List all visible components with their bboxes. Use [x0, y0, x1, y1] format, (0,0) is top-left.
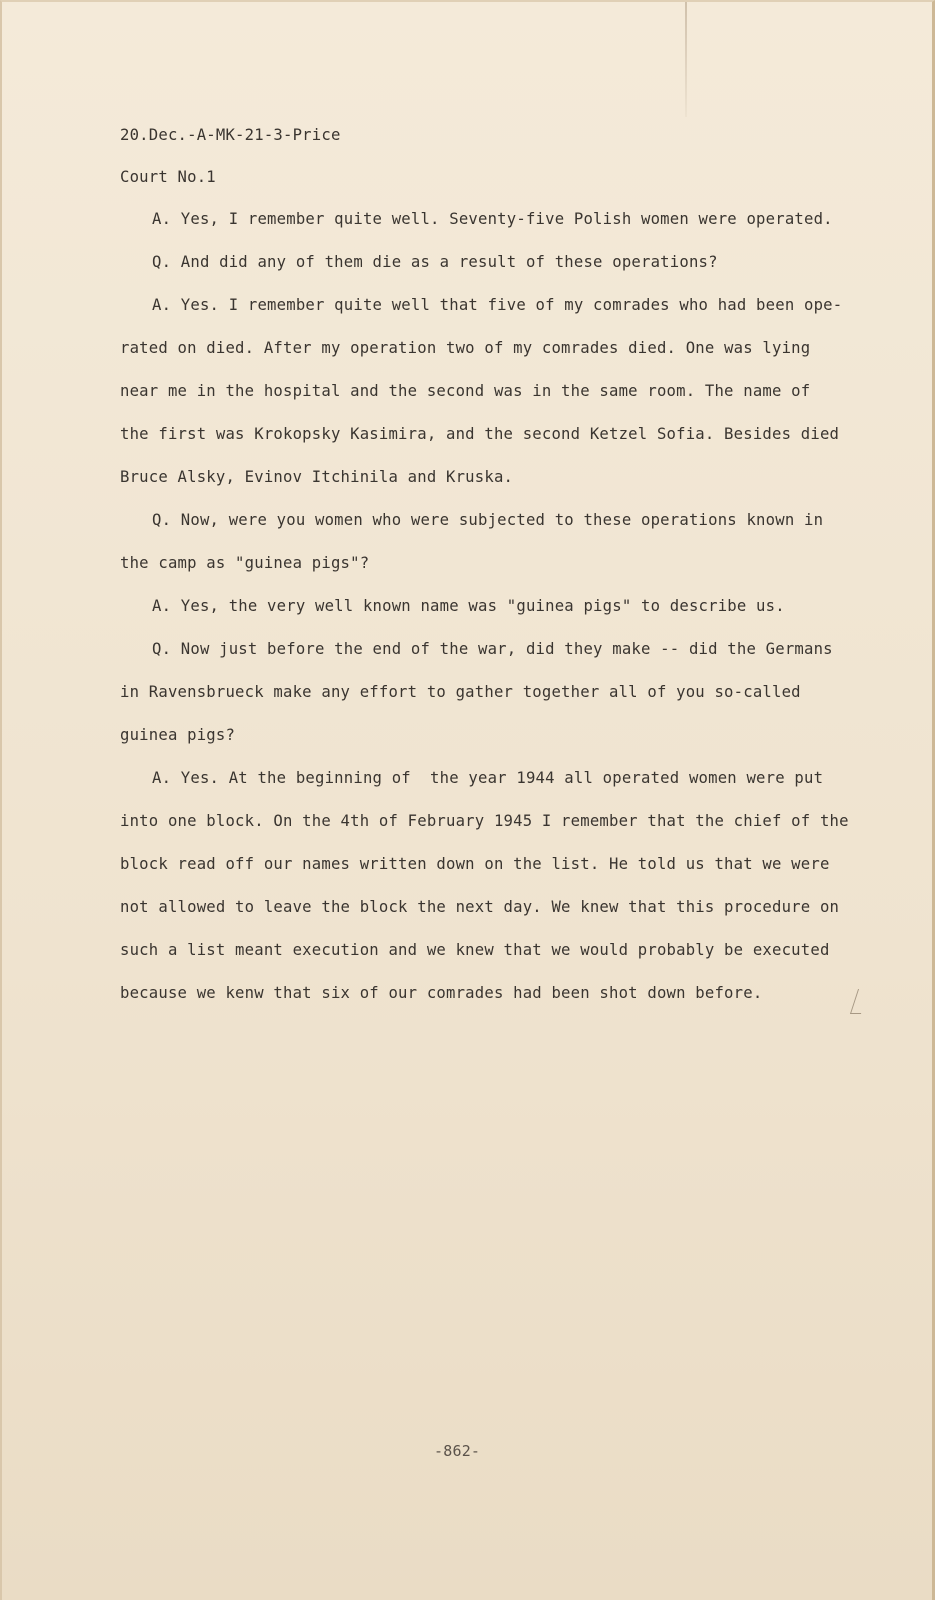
testimony-line: guinea pigs? — [120, 726, 236, 744]
testimony-line: A. Yes. I remember quite well that five of my comrades who had been ope- — [152, 296, 843, 314]
testimony-line: Q. Now, were you women who were subjected to these operations known in — [152, 511, 824, 529]
testimony-line: Q. Now just before the end of the war, did they make -- did the Germans — [152, 640, 833, 658]
paper-fold-mark — [685, 2, 687, 117]
page-number: -862- — [434, 1442, 481, 1460]
pencil-mark — [850, 989, 869, 1014]
testimony-line: such a list meant execution and we knew that we would probably be executed — [120, 941, 830, 959]
testimony-line: into one block. On the 4th of February 1945 I remember that the chief of the — [120, 812, 849, 830]
testimony-line: A. Yes. At the beginning of the year 1944 all operated women were put — [152, 769, 824, 787]
testimony-line: not allowed to leave the block the next day. We knew that this procedure on — [120, 898, 840, 916]
testimony-line: near me in the hospital and the second was in the same room. The name of — [120, 382, 811, 400]
testimony-line: block read off our names written down on the list. He told us that we were — [120, 855, 830, 873]
testimony-line: the first was Krokopsky Kasimira, and the second Ketzel Sofia. Besides died — [120, 425, 840, 443]
document-reference: 20.Dec.-A-MK-21-3-Price — [120, 126, 341, 144]
testimony-line: Q. And did any of them die as a result of these operations? — [152, 253, 718, 271]
testimony-line: A. Yes, the very well known name was "guinea pigs" to describe us. — [152, 597, 785, 615]
testimony-line: because we kenw that six of our comrades had been shot down before. — [120, 984, 763, 1002]
court-label: Court No.1 — [120, 168, 216, 186]
testimony-line: Bruce Alsky, Evinov Itchinila and Kruska. — [120, 468, 514, 486]
testimony-line: rated on died. After my operation two of my comrades died. One was lying — [120, 339, 811, 357]
testimony-line: in Ravensbrueck make any effort to gather together all of you so-called — [120, 683, 801, 701]
testimony-line: the camp as "guinea pigs"? — [120, 554, 370, 572]
testimony-line: A. Yes, I remember quite well. Seventy-five Polish women were operated. — [152, 210, 833, 228]
